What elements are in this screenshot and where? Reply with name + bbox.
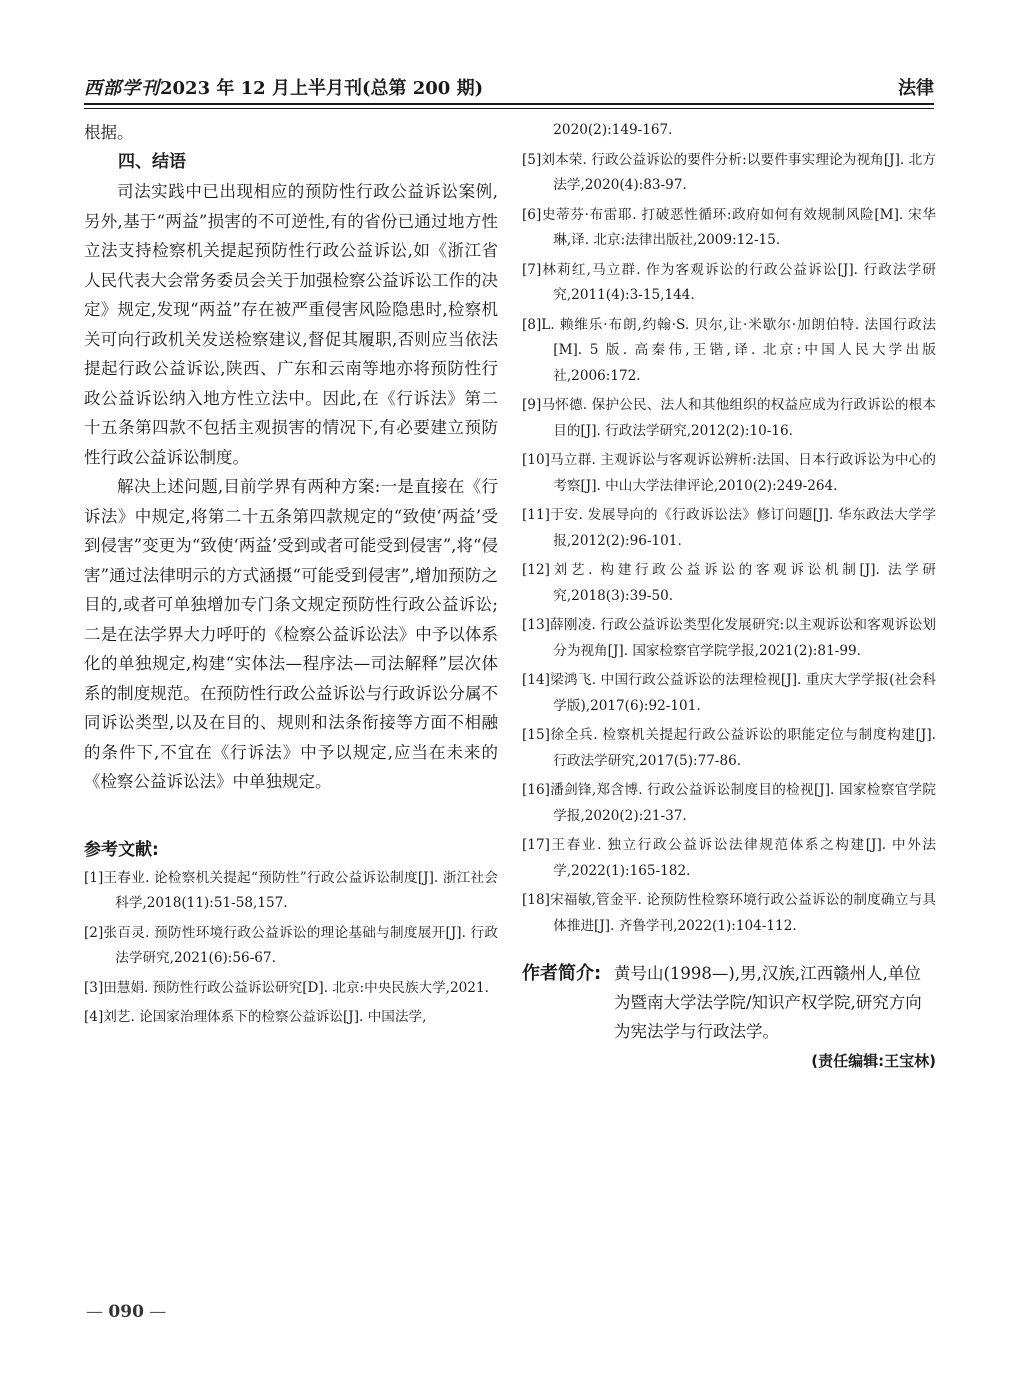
author-text: 黄号山(1998—),男,汉族,江西赣州人,单位为暨南大学法学院/知识产权学院,研究方向为宪法学与行政法学。	[614, 964, 922, 1041]
reference-item: [6]史蒂芬·布雷耶. 打破恶性循环:政府如何有效规制风险[M]. 宋华琳,译. 北京:法律出版社,2009:12-15.	[522, 206, 936, 248]
left-column	[84, 118, 498, 1035]
page-footer	[86, 1302, 166, 1322]
footer-dash-left: —	[86, 1302, 109, 1322]
right-column	[522, 118, 936, 1071]
reference-item: [12]刘艺. 构建行政公益诉讼的客观诉讼机制[J]. 法学研究,2018(3):39-50.	[522, 562, 936, 604]
footer-dash-right: —	[143, 1302, 167, 1322]
reference-item: [7]林莉红,马立群. 作为客观诉讼的行政公益诉讼[J]. 行政法学研究,2011(4):3-15,144.	[522, 261, 936, 303]
running-header	[84, 74, 934, 104]
reference-item: [15]徐全兵. 检察机关提起行政公益诉讼的职能定位与制度构建[J]. 行政法学研究,2017(5):77-86.	[522, 727, 936, 769]
reference-continuation: 2020(2):149-167.	[553, 122, 673, 138]
reference-item: [17]王春业. 独立行政公益诉讼法律规范体系之构建[J]. 中外法学,2022(1):165-182.	[522, 837, 936, 879]
reference-item: [14]梁鸿飞. 中国行政公益诉讼的法理检视[J]. 重庆大学学报(社会科学版),2017(6):92-101.	[522, 672, 936, 714]
author-label: 作者简介:	[522, 963, 602, 984]
header-rule-thick	[84, 103, 934, 105]
section-name: 法律	[898, 78, 934, 99]
lead-fragment: 根据。	[84, 123, 134, 142]
reference-item: [3]田慧娟. 预防性行政公益诉讼研究[D]. 北京:中央民族大学,2021.	[84, 979, 489, 996]
reference-item: [10]马立群. 主观诉讼与客观诉讼辨析:法国、日本行政诉讼为中心的考察[J]. 中山大学法律评论,2010(2):249-264.	[522, 452, 936, 494]
paragraph-2: 解决上述问题,目前学界有两种方案:一是直接在《行诉法》中规定,将第二十五条第四款规定的“致使‘两益’受到侵害”变更为“致使‘两益’受到或者可能受到侵害”,将“侵害”通过法律明示的方式涵摄“可能受到侵害”,增加预防之目的,或者可单独增加专门条文规定预防性行政公益诉讼;二是在法学界大力呼吁的《检察公益诉讼法》中予以体系化的单独规定,构建“实体法—程序法—司法解释”层次体系的制度规范。在预防性行政公益诉讼与行政诉讼分属不同诉讼类型,以及在目的、规则和法条衔接等方面不相融的条件下,不宜在《行诉法》中予以规定,应当在未来的《检察公益诉讼法》中单独规定。	[84, 477, 498, 791]
reference-item: [13]薛刚凌. 行政公益诉讼类型化发展研究:以主观诉讼和客观诉讼划分为视角[J]. 国家检察官学院学报,2021(2):81-99.	[522, 617, 936, 659]
reference-item: [2]张百灵. 预防性环境行政公益诉讼的理论基础与制度展开[J]. 行政法学研究,2021(6):56-67.	[84, 924, 498, 966]
reference-item: [9]马怀德. 保护公民、法人和其他组织的权益应成为行政诉讼的根本目的[J]. 行政法学研究,2012(2):10-16.	[522, 397, 936, 439]
journal-logo: 西部学刊	[84, 78, 160, 99]
reference-item: [5]刘本荣. 行政公益诉讼的要件分析:以要件事实理论为视角[J]. 北方法学,2020(4):83-97.	[522, 151, 936, 193]
header-rule-thin	[84, 108, 934, 109]
reference-item: [4]刘艺. 论国家治理体系下的检察公益诉讼[J]. 中国法学,	[84, 1009, 427, 1025]
reference-item: [1]王春业. 论检察机关提起“预防性”行政公益诉讼制度[J]. 浙江社会科学,2018(11):51-58,157.	[84, 869, 498, 911]
author-bio	[522, 959, 936, 1046]
reference-item: [16]潘剑锋,郑含博. 行政公益诉讼制度目的检视[J]. 国家检察官学院学报,2020(2):21-37.	[522, 782, 936, 824]
references-heading: 参考文献:	[84, 839, 159, 860]
reference-item: [11]于安. 发展导向的《行政诉讼法》修订问题[J]. 华东政法大学学报,2012(2):96-101.	[522, 507, 936, 549]
journal-issue-line	[84, 74, 483, 100]
reference-item: [8]L. 赖维乐·布朗,约翰·S. 贝尔,让·米歇尔·加朗伯特. 法国行政法[M]. 5 版. 高秦伟,王锴,译. 北京:中国人民大学出版社,2006:172.	[522, 316, 936, 384]
reference-item: [18]宋福敏,管金平. 论预防性检察环境行政公益诉讼的制度确立与具体推进[J]. 齐鲁学刊,2022(1):104-112.	[522, 892, 936, 934]
issue-info: 2023 年 12 月上半月刊(总第 200 期)	[160, 78, 484, 99]
section-heading: 四、结语	[118, 151, 186, 172]
paragraph-1: 司法实践中已出现相应的预防性行政公益诉讼案例,另外,基于“两益”损害的不可逆性,有的省份已通过地方性立法支持检察机关提起预防性行政公益诉讼,如《浙江省人民代表大会常务委员会关于加强检察公益诉讼工作的决定》规定,发现“两益”存在被严重侵害风险隐患时,检察机关可向行政机关发送检察建议,督促其履职,否则应当依法提起行政公益诉讼,陕西、广东和云南等地亦将预防性行政公益诉讼纳入地方性立法中。因此,在《行诉法》第二十五条第四款不包括主观损害的情况下,有必要建立预防性行政公益诉讼制度。	[84, 182, 498, 467]
responsible-editor: (责任编辑:王宝林)	[811, 1052, 936, 1070]
page-number: 090	[108, 1302, 144, 1322]
